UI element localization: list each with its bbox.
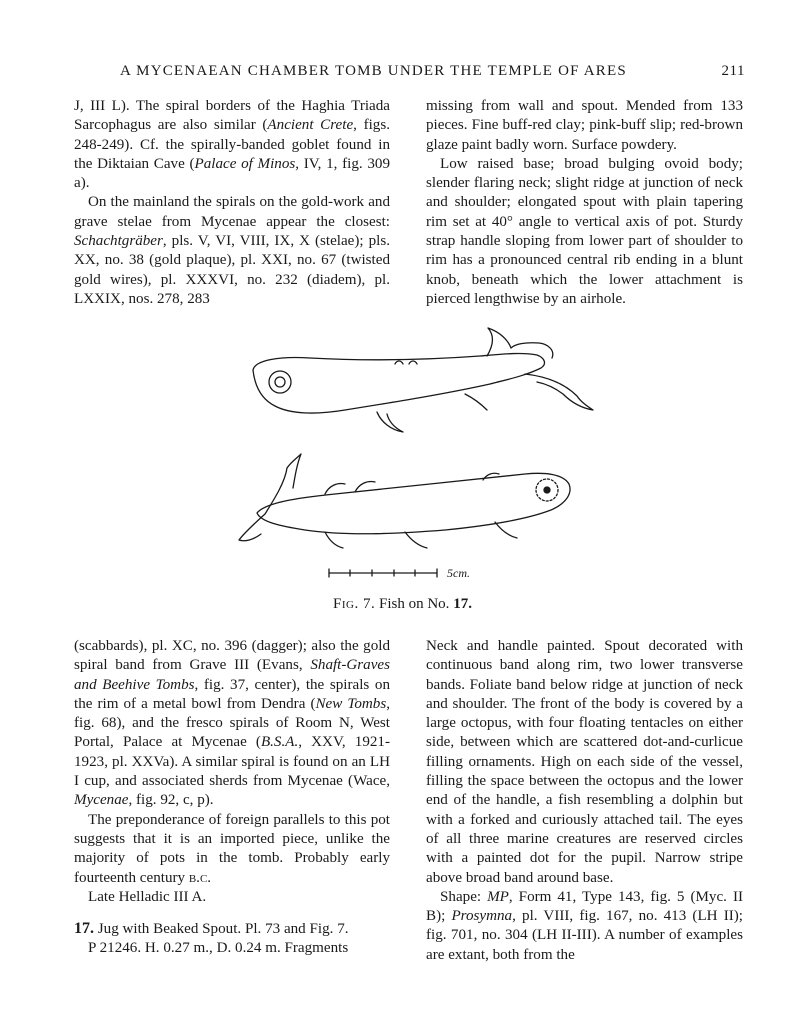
running-head [120,63,745,85]
paragraph [426,888,743,965]
text-run: Shape: [440,888,488,905]
text-run: , pls. V, VI, VIII, IX, X (stelae); pls. XX, no. 38 (gold plaque), pl. XXI, no. 67 (twisted gold wires), pl. XXXVI, no. 232 (diadem), pl. LXXIX, nos. 278, 283 [74,233,390,307]
figure-caption [0,596,805,613]
paragraph [74,193,390,309]
upper-fish-eye-inner [275,377,285,387]
catalogue-entry-number: 17. [74,920,94,938]
era-abbrev: b.c. [188,869,212,886]
italic-citation: Prosymna [451,908,513,925]
paragraph-text: The preponderance of foreign parallels to this pot suggests that it is an imported piece, unlike the majority of pots in the tomb. Probably early fourteenth century [74,811,390,886]
upper-fish-belly-fin [377,412,403,432]
upper-fish-eye-outer [269,371,291,393]
paragraph: P 21246. H. 0.27 m., D. 0.24 m. Fragments [88,940,349,957]
text-run: J, III L). The spiral borders of the Haghia Triada Sarcophagus are also similar ( [74,98,390,134]
upper-fish-small-fin [465,394,487,410]
upper-fish-top-curls [395,361,417,364]
catalogue-entry-title: Jug with Beaked Spout. Pl. 73 and Fig. 7. [97,921,349,938]
lower-fish-eye-inner [544,487,550,493]
text-run: , Form 41, Type 143, fig. 5 (Myc. II B); [426,888,743,925]
italic-citation: MP [487,888,509,905]
paragraph: missing from wall and spout. Mended from 133 pieces. Fine buff-red clay; pink-buff slip; red-brown glaze paint badly worn. Surface powdery. [426,98,743,153]
italic-citation: New Tombs [315,695,387,712]
paragraph: Low raised base; broad bulging ovoid body; slender flaring neck; slight ridge at junction of neck and shoulder; elongated spout with plain tapering rim set at 40° angle to vertical axis of pot. Sturdy strap handle sloping from lower part of shoulder to rim has a pronounced central rib ending in a blunt knob, beneath which the lower attachment is pierced lengthwise by an airhole. [426,155,743,307]
scale-bar-label: 5cm. [447,566,470,580]
paragraph [74,811,390,888]
figure-caption-number: 17. [453,596,472,612]
text-run: (scabbards), pl. XC, no. 396 (dagger); also the gold spiral band from Grave III (Evans, [74,638,390,674]
italic-citation: B.S.A. [260,734,299,751]
text-run: , IV, 1, fig. 309 a). [74,155,390,192]
upper-fish [253,328,593,432]
text-run: , pl. VIII, fig. 167, no. 413 (LH II); fig. 701, no. 304 (LH II-III). A number of examples are extant, both from the [426,908,744,963]
right-column-top [426,97,743,309]
text-run: , fig. 37, center), the spirals on the rim of a metal bowl from Dendra ( [74,676,390,712]
left-column-top [74,97,390,309]
text-run: On the mainland the spirals on the gold-work and grave stelae from Mycenae appear the closest: [74,194,390,230]
lower-fish [239,454,570,548]
italic-citation: Schachtgräber [74,233,163,250]
page-number: 211 [721,63,745,79]
paragraph [74,97,390,193]
italic-citation: Shaft-Graves and Beehive Tombs [74,657,390,693]
text-run: , fig. 92, c, p). [128,792,214,809]
paragraph: Late Helladic III A. [88,888,207,905]
right-column-bottom [426,637,743,965]
lower-fish-belly-fins [325,522,517,548]
upper-fish-body [253,353,544,413]
italic-citation: Mycenae [74,792,129,809]
catalogue-entry [74,919,390,939]
upper-fish-tail [525,374,593,410]
left-column-bottom [74,637,390,959]
italic-citation: Ancient Crete [267,117,354,134]
running-head-title: A MYCENAEAN CHAMBER TOMB UNDER THE TEMPLE OF ARES [120,63,627,79]
paragraph [74,637,390,811]
text-run: , figs. 248-249). Cf. the spirally-banded goblet found in the Diktaian Cave ( [74,117,390,172]
lower-fish-body [257,473,570,533]
scale-bar [329,566,470,580]
figure-fish-drawing [225,318,605,586]
text-run: , fig. 68), and the fresco spirals of Room N, West Portal, Palace at Mycenae ( [74,695,391,751]
text-run: , XXV, 1921-1923, pl. XXVa). A similar spiral is found on an LH I cup, and associated sherds from Mycenae (Wace, [74,734,391,790]
figure-caption-label: Fig. 7. [333,596,376,612]
paragraph: Neck and handle painted. Spout decorated with continuous band along rim, two lower transverse bands. Foliate band below ridge at junction of neck and shoulder. The front of the body is covered by a large octopus, with four floating tentacles on either side, between which are scattered dot-and-curlicue filling ornaments. High on each side of the vessel, filling the space between the octopus and the lower end of the handle, a fish resembling a dolphin but with a forked and curiously attached tail. The eyes of all three marine creatures are reserved circles with a painted dot for the pupil. Narrow stripe above broad band around base. [426,638,743,886]
figure-caption-text: Fish on No. [379,596,450,612]
italic-citation: Palace of Minos [194,155,296,172]
fish-illustration [225,318,605,586]
